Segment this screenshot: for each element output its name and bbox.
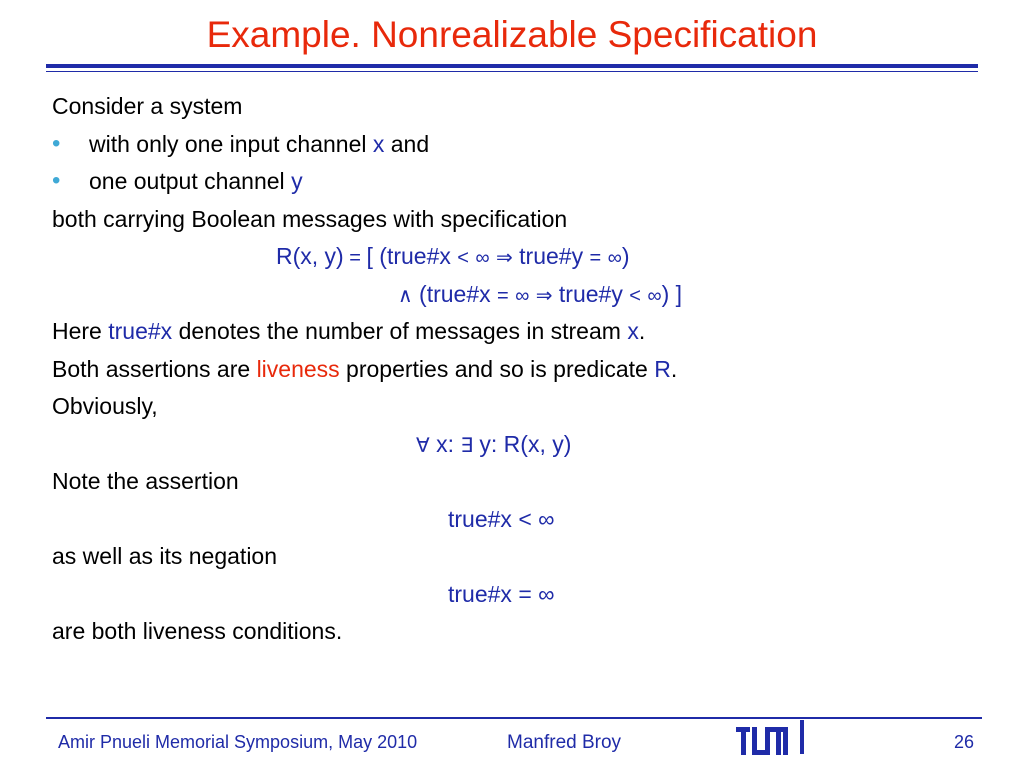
implies-symbol: ⇒	[496, 247, 513, 269]
tum-logo-icon	[736, 727, 788, 755]
infinity-symbol: ∞	[607, 247, 622, 269]
infinity-symbol: ∞	[475, 247, 490, 269]
var-x: x	[372, 130, 385, 157]
var-y: y	[291, 168, 303, 194]
and-symbol: ∧	[398, 284, 413, 307]
forall-symbol: ∀	[416, 434, 430, 457]
spec-line-1: R(x, y) = [ (true#x < ∞ ⇒ true#y = ∞)	[276, 243, 630, 269]
footer-separator-bar	[800, 720, 804, 754]
quantifier-formula: ∀ x: ∃ y: R(x, y)	[416, 430, 572, 457]
assertion-equals-infinity: true#x = ∞	[448, 580, 555, 607]
bullet-dot-icon: •	[52, 167, 61, 194]
slide-title: Example. Nonrealizable Specification	[206, 14, 818, 55]
body-line-boolean: both carrying Boolean messages with specification	[52, 205, 568, 232]
assertion-less-than-infinity: true#x < ∞	[448, 505, 555, 532]
term-true-x: true#x	[108, 318, 173, 344]
term-liveness: liveness	[256, 355, 340, 382]
bullet-input-channel: • with only one input channel x and	[52, 126, 982, 164]
footer-event: Amir Pnueli Memorial Symposium, May 2010	[58, 732, 418, 752]
body-line-note: Note the assertion	[52, 468, 239, 494]
exists-symbol: ∃	[460, 434, 473, 457]
infinity-symbol: ∞	[647, 284, 662, 307]
body-line-final: are both liveness conditions.	[52, 618, 343, 644]
body-line-obviously: Obviously,	[52, 393, 158, 419]
slide-body	[52, 88, 982, 651]
body-line-here: Here true#x denotes the number of messages in stream x.	[52, 318, 646, 344]
var-x: x	[627, 318, 639, 344]
title-rule-thin	[46, 71, 978, 72]
var-r: R	[654, 355, 671, 382]
spec-line-2: ∧ (true#x = ∞ ⇒ true#y < ∞) ]	[398, 280, 683, 307]
bullet-dot-icon: •	[52, 129, 61, 157]
implies-symbol: ⇒	[535, 284, 553, 307]
footer-author: Manfred Broy	[507, 732, 622, 753]
footer-rule	[46, 717, 982, 719]
page-number: 26	[953, 732, 974, 752]
bullet-output-channel: • one output channel y	[52, 163, 982, 201]
body-line-negation: as well as its negation	[52, 543, 278, 569]
body-line-intro: Consider a system	[52, 93, 243, 119]
title-rule-thick	[46, 64, 978, 68]
infinity-symbol: ∞	[515, 284, 530, 307]
body-line-liveness: Both assertions are liveness properties and so is predicate R.	[52, 355, 678, 382]
